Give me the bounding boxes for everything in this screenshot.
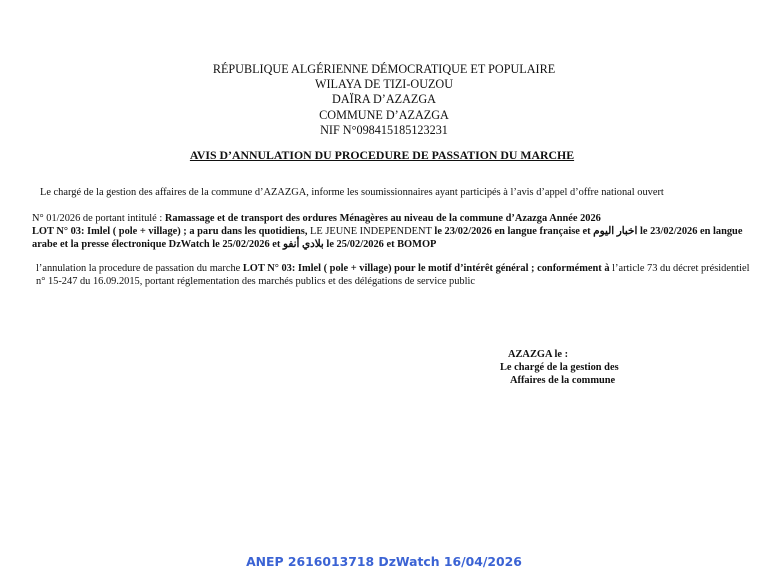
intro-paragraph: Le chargé de la gestion des affaires de la commune d’AZAZGA, informe les soumissionnaires ayant participés à l’avis d’appel d’offre national ouvert xyxy=(40,187,664,198)
tender-details-paragraph xyxy=(32,212,752,252)
header-republic: RÉPUBLIQUE ALGÉRIENNE DÉMOCRATIQUE ET POPULAIRE xyxy=(212,62,556,76)
tender-subject-text: Ramassage et de transport des ordures Ménagères au niveau de la commune d’Azazga Année 2026 xyxy=(164,213,601,224)
annulation-intro-text: l’annulation la procedure de passation du marche xyxy=(36,263,243,274)
header-commune: COMMUNE D’AZAZGA xyxy=(319,107,449,122)
annulation-paragraph xyxy=(36,262,756,288)
header-daira: DAÏRA D’AZAZGA xyxy=(332,92,436,107)
newspaper-french-name: LE JEUNE INDEPENDENT xyxy=(310,226,432,238)
publication-date-bomop: le 25/02/2026 et BOMOP xyxy=(323,239,437,251)
header-wilaya: WILAYA DE TIZI-OUZOU xyxy=(314,77,454,92)
tender-number-text: N° 01/2026 de portant intitulé : xyxy=(32,213,165,224)
annulation-lot-text: LOT N° 03: Imlel ( pole + village) pour le motif d’intérêt général ; conformément à xyxy=(242,263,610,274)
publication-reference: ANEP 2616013718 DzWatch 16/04/2026 xyxy=(246,554,522,569)
signature-role-line1: Le chargé de la gestion des xyxy=(500,362,619,374)
online-press-arabic-name: بلادي أنفو xyxy=(282,239,324,251)
header-nif: NIF N°098415185123231 xyxy=(320,122,448,137)
signature-role-line2: Affaires de la commune xyxy=(510,375,616,387)
document-header xyxy=(0,62,768,138)
signature-block xyxy=(500,348,619,388)
signature-place-date: AZAZGA le : xyxy=(508,349,569,360)
legal-reference-text: l’article 73 du décret présidentiel n° 15-247 du 16.09.2015, portant réglementation des marchés publics et des délégations de service public xyxy=(36,263,750,288)
publication-date-arabic: le 23/02/2026 en langue arabe et la presse électronique DzWatch le 25/02/2026 et xyxy=(32,226,743,251)
lot-text: LOT N° 03: Imlel ( pole + village) ; a paru dans les quotidiens, xyxy=(32,226,311,238)
publication-date-french: le 23/02/2026 en langue française et xyxy=(431,226,594,238)
notice-title: AVIS D’ANNULATION DU PROCEDURE DE PASSATION DU MARCHE xyxy=(189,148,575,162)
newspaper-arabic-name: اخبار اليوم xyxy=(593,226,638,238)
